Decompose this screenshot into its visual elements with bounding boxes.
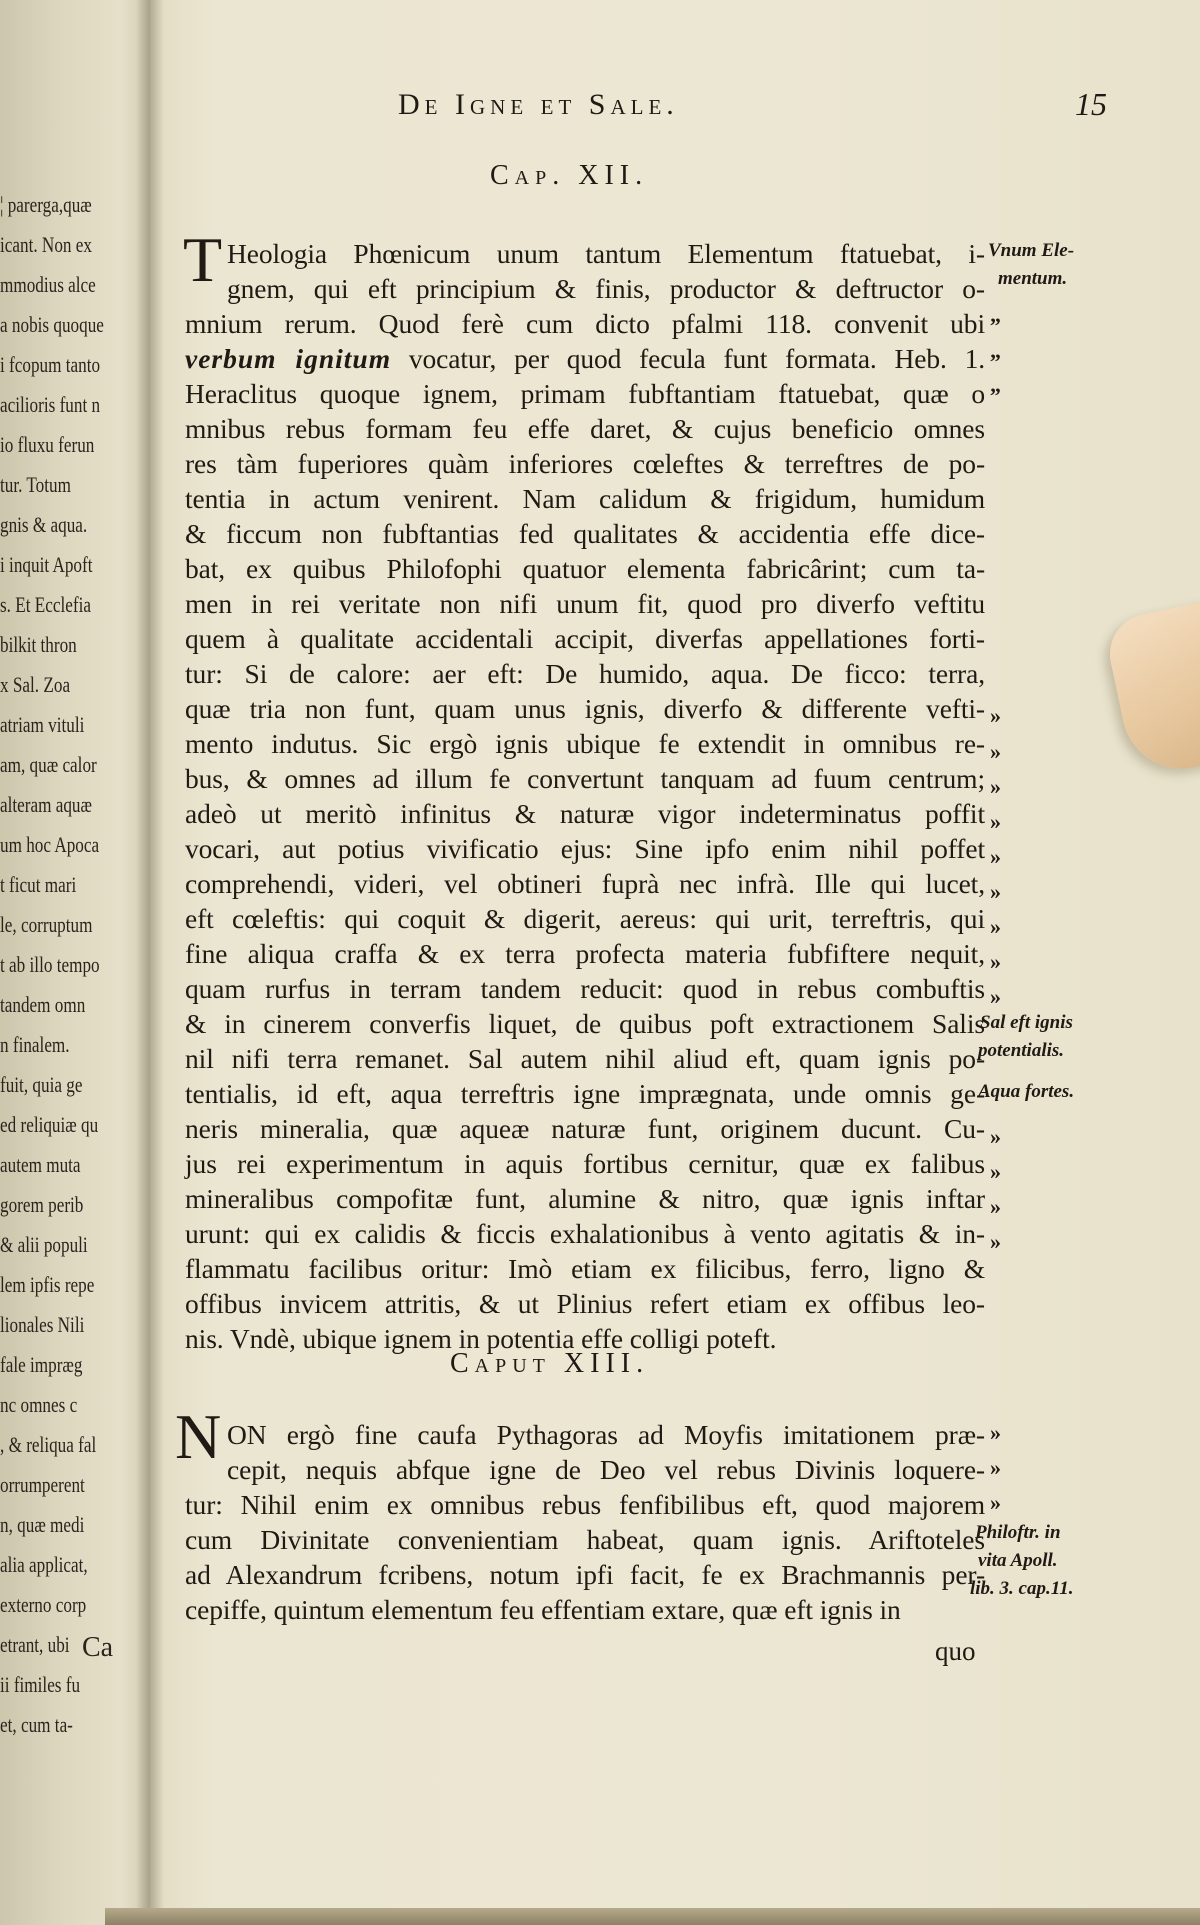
previous-page-line: orrumperent: [0, 1472, 85, 1497]
chapter-12-title: Cap. XII.: [490, 160, 649, 191]
text-line: flammatu facilibus oritur: Imò etiam ex filicibus, ferro, ligno &: [185, 1253, 985, 1284]
quotation-mark: »: [990, 1124, 1001, 1149]
text-line: adeò ut meritò infinitus & naturæ vigor indeterminatus poffit: [185, 798, 985, 829]
previous-page-line: etrant, ubi: [0, 1632, 70, 1657]
text-line: Heologia Phœnicum unum tantum Elementum ftatuebat, i-: [227, 238, 985, 269]
previous-page-line: gorem perib: [0, 1192, 84, 1217]
previous-page-line: , & reliqua fal: [0, 1432, 97, 1457]
previous-page-line: a nobis quoque: [0, 312, 104, 337]
marginal-note: mentum.: [998, 268, 1068, 289]
previous-page-line: x Sal. Zoa: [0, 672, 71, 697]
text-line: tur: Nihil enim ex omnibus rebus fenfibilibus eft, quod majorem: [185, 1489, 985, 1520]
text-line: mnibus rebus formam feu effe daret, & cujus beneficio omnes: [185, 413, 985, 444]
text-line: men in rei veritate non nifi unum fit, quod pro diverfo veftitu: [185, 588, 985, 619]
text-line: ad Alexandrum fcribens, notum ipfi facit, fe ex Brachmannis per-: [185, 1559, 985, 1590]
text-line: bat, ex quibus Philofophi quatuor elementa fabricârint; cum ta-: [185, 553, 985, 584]
previous-page-line: & alii populi: [0, 1232, 88, 1257]
text-line: mnium rerum. Quod ferè cum dicto pfalmi 118. convenit ubi: [185, 308, 985, 339]
quotation-mark: »: [990, 949, 1001, 974]
chapter-13-title: Caput XIII.: [450, 1348, 650, 1379]
marginal-note: Aqua fortes.: [978, 1081, 1075, 1102]
text-line: cepiffe, quintum elementum feu effentiam extare, quæ eft ignis in: [185, 1594, 901, 1625]
previous-page-line: le, corruptum: [0, 912, 93, 937]
previous-page-line: lionales Nili: [0, 1312, 85, 1337]
previous-page-line: ed reliquiæ qu: [0, 1112, 99, 1137]
chapter-12-body: [185, 236, 985, 1356]
chapter-12-dropcap: T: [183, 224, 223, 295]
page-number: 15: [1075, 86, 1107, 122]
text-line: cepit, nequis abfque igne de Deo vel rebus Divinis loquere-: [227, 1454, 985, 1485]
previous-page-line: t ab illo tempo: [0, 952, 100, 977]
previous-page-catchword: Ca: [82, 1632, 114, 1663]
quotation-mark: »: [990, 844, 1001, 869]
previous-page-line: icant. Non ex: [0, 232, 92, 257]
text-line: jus rei experimentum in aquis fortibus cernitur, quæ ex falibus: [185, 1148, 985, 1179]
text-line: urunt: qui ex calidis & ficcis exhalationibus à vento agitatis & in-: [185, 1218, 985, 1249]
marginal-note: Philoftr. in: [975, 1522, 1061, 1543]
quotation-mark: »: [990, 1194, 1001, 1219]
previous-page-line: alteram aquæ: [0, 792, 92, 817]
text-line: nis. Vndè, ubique ignem in potentia effe colligi poteft.: [185, 1323, 777, 1354]
chapter-13-dropcap: N: [175, 1401, 222, 1472]
running-head: De Igne et Sale.: [398, 88, 679, 121]
quotation-mark: »: [990, 774, 1001, 799]
previous-page-line: autem muta: [0, 1152, 81, 1177]
text-line: & ficcum non fubftantias fed qualitates & accidentia effe dice-: [185, 518, 985, 549]
previous-page-line: am, quæ calor: [0, 752, 97, 777]
text-line: tentialis, id eft, aqua terreftris igne imprægnata, unde omnis ge-: [185, 1078, 985, 1109]
text-line: tur: Si de calore: aer eft: De humido, aqua. De ficco: terra,: [185, 658, 985, 689]
text-line: bus, & omnes ad illum fe convertunt tanquam ad fuum centrum;: [185, 763, 985, 794]
quotation-mark: »: [990, 809, 1001, 834]
text-line: vocari, aut potius vivificatio ejus: Sine ipfo enim nihil poffet: [185, 833, 985, 864]
bottom-page-edge: [105, 1908, 1200, 1925]
previous-page-line: um hoc Apoca: [0, 832, 100, 857]
quotation-mark: »: [990, 914, 1001, 939]
previous-page-strip: [0, 0, 152, 1925]
text-line: neris mineralia, quæ aqueæ naturæ funt, originem ducunt. Cu-: [185, 1113, 985, 1144]
previous-page-line: et, cum ta-: [0, 1712, 73, 1737]
catchword: quo: [935, 1636, 976, 1666]
previous-page-line: ¦ parerga,quæ: [0, 192, 92, 217]
previous-page-line: bilkit thron: [0, 632, 77, 657]
previous-page-line: s. Et Ecclefia: [0, 592, 92, 617]
previous-page-line: n finalem.: [0, 1032, 70, 1057]
text-line: ON ergò fine caufa Pythagoras ad Moyfis imitationem præ-: [227, 1419, 985, 1450]
quotation-mark: »: [990, 703, 1001, 728]
previous-page-line: externo corp: [0, 1592, 87, 1617]
book-gutter: [136, 0, 164, 1925]
quotation-mark: »: [990, 1455, 1001, 1480]
text-line: gnem, qui eft principium & finis, productor & deftructor o-: [227, 273, 985, 304]
text-line: comprehendi, videri, vel obtineri fuprà nec infrà. Ille qui lucet,: [185, 868, 985, 899]
quotation-mark: »: [990, 879, 1001, 904]
marginal-note: potentialis.: [978, 1040, 1065, 1061]
marginal-note: Sal eft ignis: [980, 1012, 1073, 1033]
chapter-13-body: [185, 1417, 985, 1627]
text-line: cum Divinitate convenientiam habeat, quam ignis. Ariftoteles: [185, 1524, 985, 1555]
previous-page-line: mmodius alce: [0, 272, 96, 297]
marginal-note: vita Apoll.: [978, 1550, 1058, 1571]
text-line: verbum ignitum vocatur, per quod fecula funt formata. Heb. 1.: [185, 343, 986, 374]
text-line: nil nifi terra remanet. Sal autem nihil aliud eft, quam ignis po-: [185, 1043, 985, 1074]
quotation-mark: „: [990, 338, 1001, 363]
text-line: mento indutus. Sic ergò ignis ubique fe extendit in omnibus re-: [185, 728, 985, 759]
previous-page-line: n, quæ medi: [0, 1512, 85, 1537]
quotation-mark: „: [990, 372, 1001, 397]
text-line: mineralibus compofitæ funt, alumine & nitro, quæ ignis inftar: [185, 1183, 985, 1214]
marginal-note: Vnum Ele-: [988, 240, 1075, 261]
text-line: & in cinerem converfis liquet, de quibus poft extractionem Salis: [185, 1008, 985, 1039]
quotation-mark: »: [990, 1159, 1001, 1184]
quotation-mark: „: [990, 302, 1001, 327]
quotation-mark: »: [990, 984, 1001, 1009]
quotation-mark: »: [990, 1420, 1001, 1445]
previous-page-line: alia applicat,: [0, 1552, 88, 1577]
previous-page-line: tandem omn: [0, 992, 86, 1017]
previous-page-line: nc omnes c: [0, 1392, 78, 1417]
text-line: res tàm fuperiores quàm inferiores cœleftes & terreftres de po-: [185, 448, 985, 479]
previous-page-line: gnis & aqua.: [0, 512, 88, 537]
previous-page-line: tur. Totum: [0, 472, 71, 497]
quotation-mark: »: [990, 739, 1001, 764]
previous-page-line: fuit, quia ge: [0, 1072, 83, 1097]
marginal-note: lib. 3. cap.11.: [970, 1578, 1074, 1599]
previous-page-line: t ficut mari: [0, 872, 77, 897]
text-line: quem à qualitate accidentali accipit, diverfas appellationes forti-: [185, 623, 985, 654]
text-line: quæ tria non funt, quam unus ignis, diverfo & differente vefti-: [185, 693, 985, 724]
text-line: tentia in actum venirent. Nam calidum & frigidum, humidum: [185, 483, 985, 514]
previous-page-line: atriam vituli: [0, 712, 85, 737]
text-line: quam rurfus in terram tandem reducit: quod in rebus combuftis: [185, 973, 985, 1004]
previous-page-line: ii fimiles fu: [0, 1672, 81, 1697]
previous-page-line: lem ipfis repe: [0, 1272, 95, 1297]
text-line: offibus invicem attritis, & ut Plinius refert etiam ex offibus leo-: [185, 1288, 985, 1319]
previous-page-line: i inquit Apoft: [0, 552, 93, 577]
text-line: fine aliqua craffa & ex terra profecta materia fubfiftere nequit,: [185, 938, 985, 969]
quotation-mark: »: [990, 1490, 1001, 1515]
quotation-mark: »: [990, 1229, 1001, 1254]
previous-page-line: i fcopum tanto: [0, 352, 101, 377]
text-line: Heraclitus quoque ignem, primam fubftantiam ftatuebat, quæ o: [185, 378, 985, 409]
previous-page-line: io fluxu ferun: [0, 432, 95, 457]
previous-page-line: acilioris funt n: [0, 392, 101, 417]
text-line: eft cœleftis: qui coquit & digerit, aereus: qui urit, terreftris, qui: [185, 903, 985, 934]
previous-page-line: fale impræg: [0, 1352, 83, 1377]
